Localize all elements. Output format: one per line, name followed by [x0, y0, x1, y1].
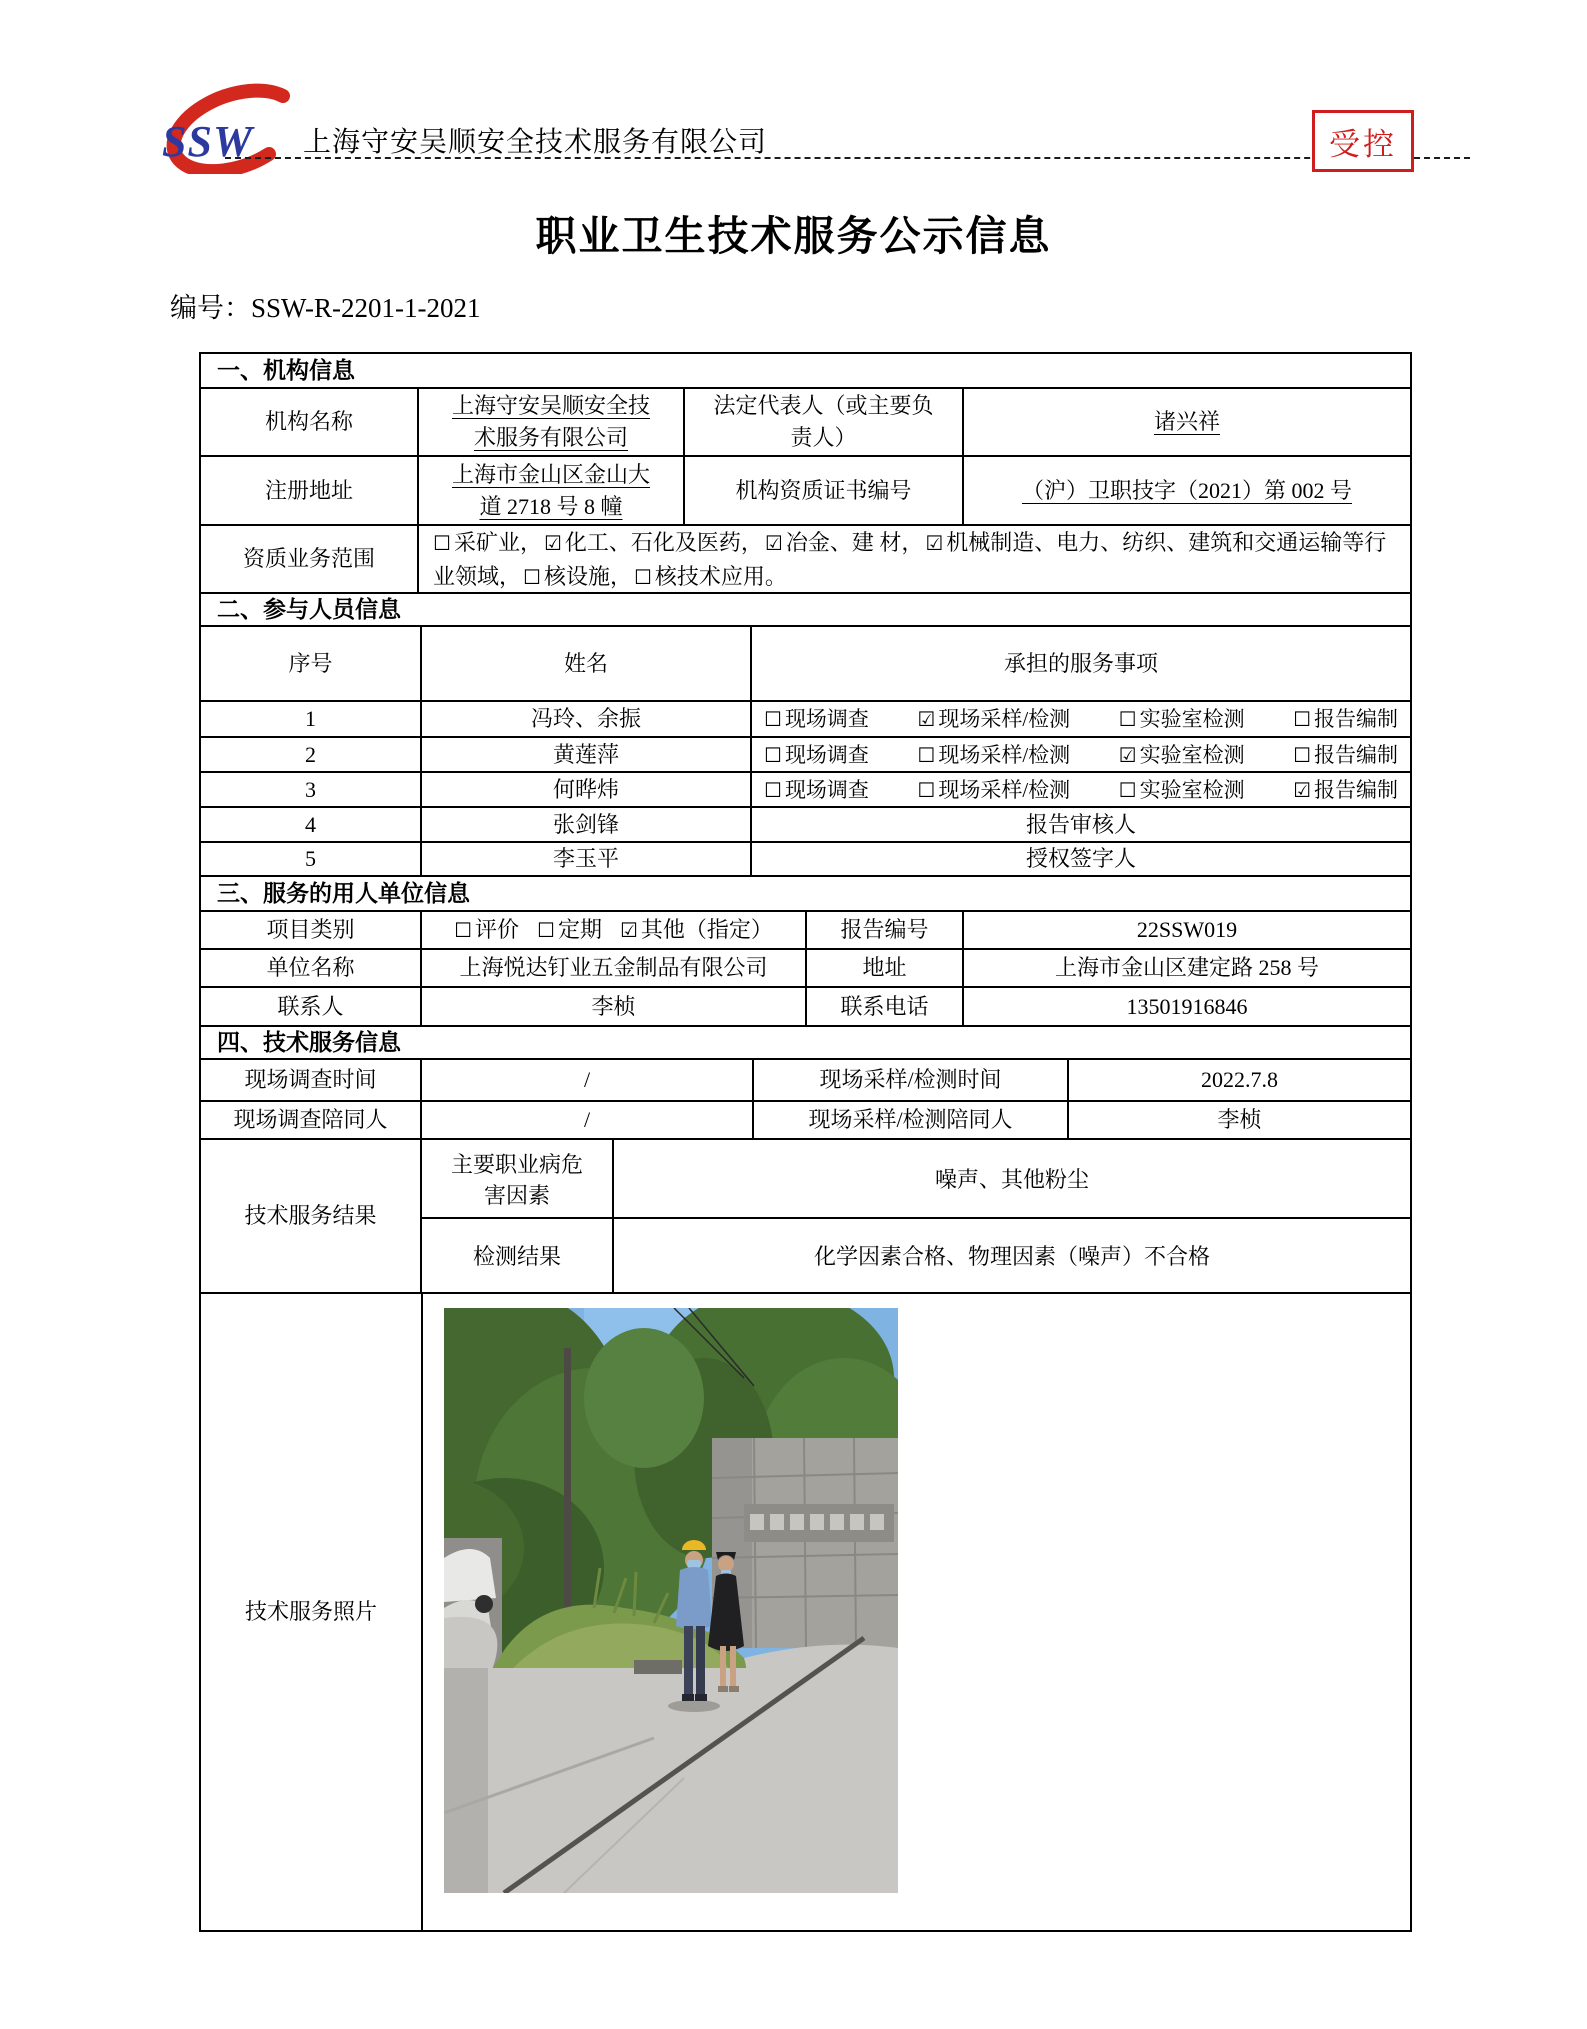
section2-heading: 二、参与人员信息	[217, 596, 401, 622]
checkbox-icon: ☐	[917, 742, 936, 767]
service-result-row	[201, 1140, 1410, 1294]
personnel-header-row	[201, 627, 1410, 702]
survey-time-row	[201, 1060, 1410, 1102]
reg-addr-label: 注册地址	[201, 457, 419, 524]
checkbox-icon: ☐	[1293, 742, 1311, 767]
reg-addr-value: 上海市金山区金山大道 2718 号 8 幢	[451, 461, 650, 519]
scope-label: 资质业务范围	[201, 526, 419, 592]
hazard-label: 主要职业病危害因素	[422, 1140, 614, 1217]
personnel-row-3	[201, 773, 1410, 808]
report-no-label: 报告编号	[807, 912, 964, 948]
checkbox-icon: ☑	[925, 531, 944, 555]
row-services	[752, 702, 1410, 736]
sampling-escort-value: 李桢	[1217, 1107, 1262, 1132]
legal-rep-label: 法定代表人（或主要负责人）	[685, 389, 964, 455]
row-no: 2	[201, 738, 422, 771]
contact-label: 联系人	[201, 988, 422, 1025]
scope-row	[201, 526, 1410, 594]
survey-time-label: 现场调查时间	[201, 1060, 422, 1100]
scope-seg-text: 冶金、建 材，	[785, 530, 924, 555]
checkbox-icon: ☐	[537, 918, 555, 942]
reg-addr-row	[201, 457, 1410, 526]
project-type-option: 定期	[557, 917, 602, 942]
project-type-option: 评价	[475, 917, 520, 942]
personnel-row-4	[201, 808, 1410, 843]
row-no: 4	[201, 808, 422, 841]
client-name-label: 单位名称	[201, 950, 422, 986]
checkbox-icon: ☐	[1118, 707, 1137, 731]
checkbox-icon: ☐	[917, 777, 936, 802]
scope-seg-text: 核设施，	[543, 564, 632, 589]
row-services	[752, 773, 1410, 806]
personnel-row-1	[201, 702, 1410, 738]
project-type-option: 其他（指定）	[640, 917, 773, 942]
scope-seg-text: 核技术应用。	[654, 564, 787, 589]
project-type-value	[422, 912, 807, 948]
logo-text: SSW	[162, 117, 254, 166]
hazard-row	[422, 1140, 1410, 1219]
phone-value: 13501916846	[1126, 993, 1248, 1019]
section1-heading-row	[201, 354, 1410, 389]
row-role: 授权签字人	[1025, 846, 1136, 871]
company-name: 上海守安吴顺安全技术服务有限公司	[303, 127, 768, 158]
test-result-value: 化学因素合格、物理因素（噪声）不合格	[813, 1244, 1210, 1269]
checkbox-icon: ☑	[1293, 777, 1311, 802]
section3-heading: 三、服务的用人单位信息	[217, 880, 470, 906]
service-result-cells	[422, 1140, 1410, 1292]
scope-seg-text: 机械制造、电力、纺织、建筑和交通运输等行业领域，	[433, 530, 1387, 589]
client-name-row	[201, 950, 1410, 988]
service-item-label: 现场采样/检测	[938, 742, 1071, 767]
row-name: 李玉平	[422, 843, 752, 875]
checkbox-icon: ☐	[1293, 707, 1311, 731]
photo-label: 技术服务照片	[201, 1294, 423, 1930]
checkbox-icon: ☐	[764, 742, 782, 767]
project-type-row	[201, 912, 1410, 950]
row-role: 报告审核人	[1025, 811, 1136, 837]
report-no-value: 22SSW019	[1136, 917, 1238, 942]
survey-escort-value: /	[422, 1102, 754, 1138]
cert-no-label: 机构资质证书编号	[685, 457, 964, 524]
scope-value	[419, 526, 1410, 592]
contact-row	[201, 988, 1410, 1027]
service-result-label: 技术服务结果	[201, 1140, 422, 1292]
row-no: 5	[201, 843, 422, 875]
personnel-row-2	[201, 738, 1410, 773]
org-name-value: 上海守安吴顺安全技术服务有限公司	[451, 393, 650, 450]
project-type-label: 项目类别	[201, 912, 422, 948]
checkbox-icon: ☑	[764, 531, 783, 555]
checkbox-icon: ☑	[619, 918, 638, 942]
service-item-label: 实验室检测	[1139, 742, 1245, 767]
escort-row	[201, 1102, 1410, 1140]
legal-rep-value: 诸兴祥	[1153, 409, 1220, 434]
phone-label: 联系电话	[807, 988, 964, 1025]
section3-heading-row	[201, 877, 1410, 912]
org-name-row	[201, 389, 1410, 457]
header-divider	[225, 157, 1470, 159]
col-name: 姓名	[422, 627, 752, 700]
checkbox-icon: ☐	[764, 707, 782, 731]
checkbox-icon: ☑	[917, 707, 936, 731]
checkbox-icon: ☐	[433, 531, 451, 555]
hazard-value: 噪声、其他粉尘	[934, 1167, 1089, 1192]
test-result-row	[422, 1219, 1410, 1292]
row-name: 何晔炜	[422, 773, 752, 806]
row-no: 1	[201, 702, 422, 736]
service-item-label: 实验室检测	[1139, 707, 1245, 731]
client-name-value: 上海悦达钉业五金制品有限公司	[422, 950, 807, 986]
service-item-label: 报告编制	[1314, 742, 1398, 767]
row-name: 张剑锋	[422, 808, 752, 841]
checkbox-icon: ☐	[633, 565, 652, 589]
checkbox-icon: ☑	[543, 531, 562, 555]
site-photo	[444, 1308, 898, 1893]
sampling-escort-label: 现场采样/检测陪同人	[754, 1102, 1069, 1138]
checkbox-icon: ☐	[764, 777, 782, 802]
contact-value: 李桢	[422, 988, 807, 1025]
sampling-time-value: 2022.7.8	[1201, 1067, 1278, 1092]
row-name: 冯玲、余振	[422, 702, 752, 736]
org-name-label: 机构名称	[201, 389, 419, 455]
controlled-stamp: 受控	[1312, 110, 1414, 172]
cert-no-value: （沪）卫职技字（2021）第 002 号	[1021, 477, 1352, 503]
service-item-label: 报告编制	[1314, 777, 1398, 802]
col-no: 序号	[201, 627, 422, 700]
photo-row	[201, 1294, 1410, 1930]
checkbox-icon: ☐	[523, 565, 541, 589]
service-item-label: 现场采样/检测	[938, 777, 1071, 802]
row-name: 黄莲萍	[422, 738, 752, 771]
service-item-label: 实验室检测	[1139, 777, 1245, 802]
section4-heading: 四、技术服务信息	[217, 1029, 401, 1055]
section2-heading-row	[201, 594, 1410, 627]
doc-number: 编号：SSW-R-2201-1-2021	[170, 293, 481, 323]
scope-seg-text: 化工、石化及医药，	[564, 530, 763, 555]
section1-heading: 一、机构信息	[217, 357, 355, 383]
page-title: 职业卫生技术服务公示信息	[535, 213, 1052, 259]
survey-escort-label: 现场调查陪同人	[201, 1102, 422, 1138]
info-table	[199, 352, 1412, 1932]
scope-seg-text: 采矿业，	[453, 530, 542, 555]
service-item-label: 现场调查	[784, 777, 869, 802]
service-item-label: 现场调查	[784, 707, 869, 731]
test-result-label: 检测结果	[422, 1219, 614, 1292]
checkbox-icon: ☐	[1118, 777, 1137, 802]
row-services	[752, 738, 1410, 771]
sampling-time-label: 现场采样/检测时间	[754, 1060, 1069, 1100]
service-item-label: 现场采样/检测	[938, 707, 1071, 731]
col-service: 承担的服务事项	[1003, 650, 1158, 676]
service-item-label: 报告编制	[1314, 707, 1398, 731]
photo-cell	[423, 1294, 1410, 1930]
section4-heading-row	[201, 1027, 1410, 1060]
personnel-row-5	[201, 843, 1410, 877]
checkbox-icon: ☐	[454, 918, 472, 942]
row-no: 3	[201, 773, 422, 806]
client-address-value: 上海市金山区建定路 258 号	[1054, 955, 1319, 980]
survey-time-value: /	[422, 1060, 754, 1100]
client-address-label: 地址	[807, 950, 964, 986]
service-item-label: 现场调查	[784, 742, 869, 767]
checkbox-icon: ☑	[1118, 742, 1137, 767]
